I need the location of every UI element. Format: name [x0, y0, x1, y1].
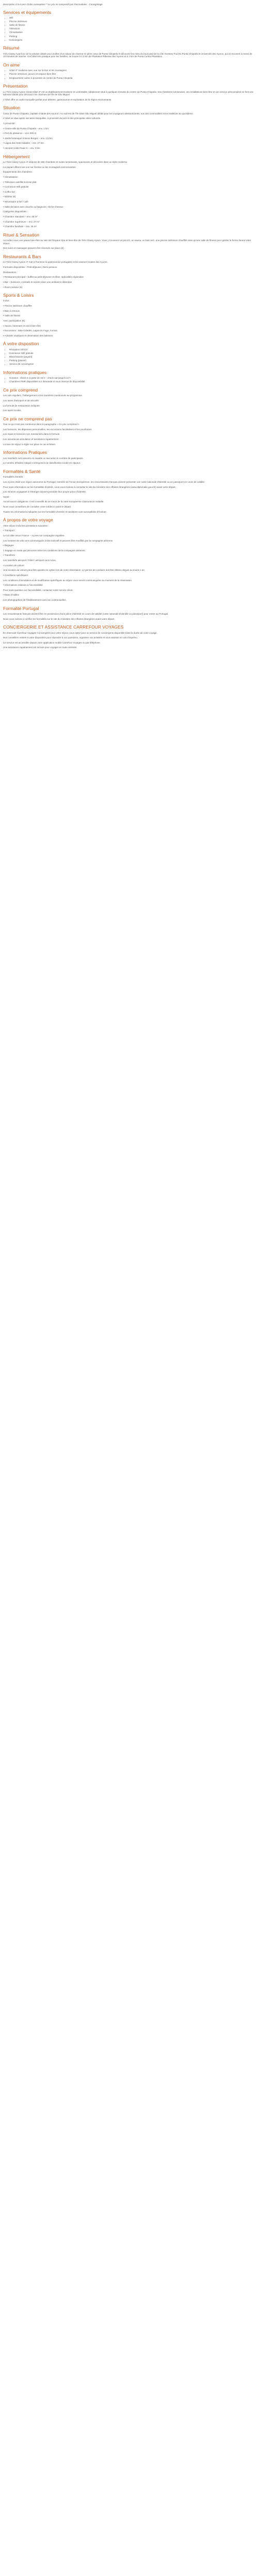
- section-paragraph: Santé :: [3, 495, 11, 498]
- section-paragraph: • Conditions spécifiques: [3, 573, 28, 577]
- section-paragraph: Le Très Classy Ayson 4* met à l'honneur la gastronomie portugaise et les saveurs locales des Açores.: [3, 261, 108, 264]
- section-paragraph: Le vol aller-retour France – Açores sur compagnie régulière.: [3, 534, 65, 537]
- list-item: • Connexion Wifi gratuite: [9, 352, 255, 355]
- section-paragraph: En réservant Carrefour Voyages Conciergerie pour votre séjour, vous optez pour un service de conciergerie disponible toute la durée de votre voyage.: [3, 631, 157, 634]
- section-paragraph: • Restaurant principal – buffet au petit-déjeuner et dîner, spécialités régionales: [3, 276, 84, 279]
- section-paragraph: Les taxes locales.: [3, 409, 22, 412]
- section: [3, 63, 255, 79]
- section-paragraph: Une assistance rapatriement est incluse pour voyager en toute sérénité.: [3, 646, 77, 649]
- section-title: Informations pratiques: [3, 369, 47, 375]
- list-item: • Réception 24h/24: [9, 348, 255, 351]
- section-paragraph: Le Très Classy Ayson 4* dispose de 156 chambres et suites lumineuses, spacieuses et décorées dans un style moderne.: [3, 161, 128, 164]
- section: [3, 293, 255, 337]
- section-paragraph: • Nécessaire à thé / café: [3, 200, 28, 204]
- section-paragraph: • Chambre Standard – env. 25 m²: [3, 215, 38, 218]
- section-paragraph: • Location de voiture: [3, 564, 24, 567]
- section-paragraph: Accordez-vous une pause bien-être au sein de l'Espace Spa et bien-être de Très Classy Ayson. Vous y trouverez un jacuzzi, un sauna, un bain turc, une piscine intérieure chauffée ainsi qu'une salle de fitness pour garder la forme durant votre séjour.: [3, 239, 251, 245]
- section: [3, 84, 255, 101]
- list-item: • Emplacement calme à proximité du centre de Punta Chiqüela: [9, 77, 255, 80]
- section: [3, 469, 255, 513]
- section-paragraph: Les photographies de l'établissement sont non contractuelles.: [3, 599, 67, 601]
- section-paragraph: • Salle de fitness: [3, 314, 21, 317]
- section-paragraph: Les transferts sont assurés en navette ou taxi selon le nombre de participants.: [3, 456, 84, 460]
- section-paragraph: Restauration :: [3, 270, 18, 274]
- section-paragraph: La taxe de séjour à régler sur place le cas échéant.: [3, 443, 56, 446]
- section-paragraph: • Centre-ville de Punta Chiqüela – env. 1 km: [3, 127, 49, 130]
- section-paragraph: Très Classy Ayant au sol la solution idéale pour profiter d'un séjour de charme en plein cœur de Punta Chiqüela et découvrir les rives du bout pied de la côte Ovestes Pod Du Punta Chiqüela et Univercité des Ayuros, qui se trouvent à moins de 10 minutes de marche. Cet hôtel très pratique pour les familles, se trouve à 0,3 km de Plantation Ribeiras des Ayuros et à 1 km de Punta Cortes Plantation.: [3, 52, 252, 58]
- section-title: Rituel & Sensation: [3, 232, 39, 238]
- section: [3, 10, 255, 42]
- section-paragraph: • Climatisation: [3, 175, 18, 178]
- section-list: [3, 377, 255, 383]
- section-title: À votre disposition: [3, 341, 39, 347]
- section-title: Ce prix comprend: [3, 387, 38, 393]
- section-list: [3, 69, 255, 79]
- section-paragraph: Nos conseillers restent à votre disposition pour répondre à vos questions, organiser vos activités et vous assister en cas d'imprévu.: [3, 636, 138, 639]
- section-title: Formalités & Santé: [3, 468, 41, 474]
- list-item: • Piscine intérieure: [9, 20, 255, 23]
- section-paragraph: Catégories disponibles :: [3, 210, 28, 213]
- section-paragraph: Équipements des chambres :: [3, 171, 34, 174]
- section-paragraph: Les assurances annulation et assistance rapatriement.: [3, 438, 59, 441]
- list-item: • Climatisation: [9, 31, 255, 34]
- section-title: Restaurants & Bars: [3, 254, 41, 260]
- section-title: Informations Pratiques: [3, 450, 47, 455]
- section-paragraph: • Chambre familiale – env. 35 m²: [3, 225, 37, 228]
- section-paragraph: Formalités d'entrée :: [3, 476, 24, 479]
- section-paragraph: • Aéroport João Paulo II – env. 3 km: [3, 147, 40, 150]
- section-paragraph: • Port de plaisance – env. 800 m: [3, 132, 37, 135]
- section-paragraph: Votre séjour inclut les prestations suivantes :: [3, 524, 49, 527]
- section-paragraph: La plupart offrent une vue sur l'océan ou les montagnes environnantes.: [3, 165, 76, 168]
- section-paragraph: • Informations relatives à l'accessibilité: [3, 584, 43, 587]
- section-paragraph: • Connexion Wifi gratuite: [3, 185, 29, 189]
- section-paragraph: Pour toute information sur les formalités d'entrée, nous vous invitons à consulter le site du ministère des Affaires étrangères (www.diplomatie.gouv.fr) avant votre départ.: [3, 485, 176, 488]
- section-paragraph: • Bain à remous: [3, 309, 20, 312]
- section-paragraph: Nous vous invitons à vérifier les formalités sur le site du ministère des Affaires étrangères avant votre départ.: [3, 617, 115, 620]
- section-paragraph: • Minibar (€): [3, 195, 16, 198]
- section-paragraph: Tout ce qui n'est pas mentionné dans le paragraphe « Ce prix comprend ».: [3, 423, 80, 426]
- section-title: Formalité Portugal: [3, 605, 39, 611]
- section-paragraph: • Télévision satellite à écran plat: [3, 180, 37, 183]
- section-paragraph: • Coffre-fort: [3, 190, 15, 193]
- section-paragraph: • Piscine intérieure chauffée: [3, 304, 32, 308]
- section: [3, 342, 255, 365]
- section-paragraph: Nous vous conseillons de consulter votre médecin avant le départ.: [3, 505, 72, 509]
- section-paragraph: • Lagoa das Sete Cidades – env. 27 km: [3, 142, 44, 145]
- section-paragraph: Avec participation (€) :: [3, 319, 26, 322]
- section: [3, 255, 255, 289]
- section: [3, 417, 255, 446]
- section: [3, 606, 255, 621]
- section: [3, 450, 255, 465]
- section-paragraph: Toutes les informations indiquées sur les formalités d'entrée et sanitaires sont susceptibles d'évoluer.: [3, 510, 107, 513]
- section-title: Services et équipements: [3, 9, 52, 15]
- section: [3, 388, 255, 412]
- section-paragraph: • Salle de bains avec douche ou baignoire, sèche-cheveux: [3, 205, 63, 208]
- section-title: Sports & Loisirs: [3, 293, 34, 298]
- section: [3, 370, 255, 383]
- section-paragraph: Les horaires de vols sont communiqués à titre indicatif et peuvent être modifiés par la compagnie aérienne.: [3, 539, 114, 542]
- section-paragraph: Les repas et boissons non mentionnés dans la formule.: [3, 433, 60, 436]
- list-item: • Conciergerie: [9, 39, 255, 42]
- section-title: Présentation: [3, 83, 28, 89]
- section-paragraph: L'hôtel offre un cadre tranquille parfait pour détente, gastronomie et exploration de la région environnante.: [3, 98, 112, 101]
- section-paragraph: Les mineurs voyageant à l'étranger doivent posséder leur propre pièce d'identité.: [3, 490, 87, 494]
- section: [3, 625, 255, 649]
- list-item: • Parking (payant): [9, 359, 255, 362]
- section-title: Ce prix ne comprend pas: [3, 416, 52, 421]
- section-paragraph: Inclus :: [3, 299, 11, 302]
- section-title: À propos de votre voyage: [3, 517, 53, 523]
- section-title: CONCIERGERIE ET ASSISTANCE CARREFOUR VOYAGES: [3, 624, 124, 630]
- list-item: • Piscine intérieure, jacuzzi et espace bien-être: [9, 73, 255, 76]
- list-item: • Horaires : check-in à partir de 15 h – check-out jusqu'à 12 h: [9, 377, 255, 380]
- section-paragraph: Le nombre d'étoiles indiqué correspond à la classification locale en vigueur.: [3, 462, 81, 465]
- section-paragraph: • Sauna, hammam et soins bien-être: [3, 324, 41, 327]
- section-title: Hébergement: [3, 154, 30, 159]
- section-paragraph: • Transferts: [3, 554, 15, 557]
- section: [3, 155, 255, 228]
- section-title: On aime: [3, 62, 20, 67]
- section-paragraph: • Activités nautiques et observation des baleines: [3, 334, 53, 337]
- section-paragraph: • Excursions : Sete Cidades, Lagoa do Fogo, Furnas: [3, 329, 57, 332]
- section-paragraph: • Jardin botanique Antonio Borges – env. 1,5 km: [3, 137, 53, 140]
- section-paragraph: Les ressortissants français doivent être en possession d'une pièce d'identité en cours de validité (carte nationale d'identité ou passeport) pour entrer au Portugal.: [3, 612, 169, 615]
- section-paragraph: Les taxes d'aéroport et de sécurité.: [3, 399, 40, 402]
- intro-text: Description à la 6 pers Clubs conseptées * 'Le prix ne comprend pas Parcouilotes - Consignitage: [3, 3, 103, 6]
- section-paragraph: La formule de restauration indiquée.: [3, 404, 41, 407]
- section-paragraph: Le Très Classy Ayson Great Hôtel 4* est un établissement moderne et confortable, idéalement situé à quelques minutes du centre de Punta Chiqüela. Ses chambres lumineuses, ses installations bien-être et son service personnalisé en font une adresse idéale pour découvrir les charmes de l'île de São Miguel.: [3, 90, 253, 96]
- section-paragraph: • Bar – boissons, cocktails et snacks dans une ambiance détendue: [3, 280, 72, 283]
- section-paragraph: L'hôtel se situe après ses aires tranquilles, à proximité du port et des principales sites culturels.: [3, 117, 101, 120]
- list-item: • Blanchisserie (payant): [9, 355, 255, 359]
- section-paragraph: Aucun vaccin obligatoire. Il est conseillé de se munir de la carte européenne d'assurance maladie.: [3, 500, 104, 503]
- section-paragraph: Des soins et massages peuvent être réservés sur place (€).: [3, 247, 64, 250]
- section-list: [3, 16, 255, 41]
- list-item: • Hôtel 4* moderne avec vue sur la mer et les montagnes: [9, 69, 255, 72]
- section: [3, 518, 255, 601]
- section: [3, 106, 255, 149]
- section-list: [3, 348, 255, 366]
- section-paragraph: • Room service (€): [3, 285, 23, 289]
- section-paragraph: • Chambre Supérieure – env. 27 m²: [3, 220, 40, 223]
- section-paragraph: Pour toute question sur l'accessibilité, contactez notre service client.: [3, 588, 73, 591]
- list-item: • Salle de fitness: [9, 24, 255, 27]
- section: [3, 233, 255, 250]
- section-paragraph: Ce service est accessible depuis votre application mobile Carrefour Voyages ou par téléphone.: [3, 641, 101, 644]
- section-paragraph: Les conditions d'annulation et de modification spécifiques au séjour vous seront communiquées au moment de la réservation.: [3, 579, 133, 582]
- section-paragraph: • États et tailles: [3, 594, 19, 597]
- list-item: • Wifi: [9, 16, 255, 20]
- section-paragraph: • Transport: [3, 529, 14, 532]
- list-item: • Télévision: [9, 27, 255, 30]
- section-paragraph: Les vols réguliers, l'hébergement et les transferts mentionnés au programme.: [3, 394, 83, 397]
- list-item: • Chambres PMR disponibles sur demande et sous réserve de disponibilité: [9, 380, 255, 383]
- list-item: • Service de conciergerie: [9, 363, 255, 366]
- section-paragraph: Les transferts aéroport / hôtel / aéroport sont inclus.: [3, 559, 57, 562]
- sections-container: [3, 10, 255, 649]
- section-paragraph: Formules disponibles : Petit-déjeuner, Demi-pension.: [3, 266, 58, 268]
- section-paragraph: • Bagages: [3, 544, 14, 547]
- section-paragraph: Cœur de Punta Chiqüela, capitale chiante des Ayuros ! Au sud-est de l'île Saint São Miguel idéale pour les voyageurs abstractionnés, vos des commodités et les traditions au quotidiens.: [3, 112, 194, 115]
- section-title: Situation: [3, 105, 21, 111]
- section: [3, 46, 255, 58]
- section-paragraph: Les Açores étant une région autonome du Portugal, membre de l'Union Européenne, les ressortissants français doivent présenter une carte nationale d'identité ou un passeport en cours de validité.: [3, 480, 205, 483]
- section-paragraph: 1 bagage en soute par personne selon les conditions de la compagnie aérienne.: [3, 549, 86, 552]
- section-paragraph: Les boissons, les dépenses personnelles, les excursions facultatives et les pourboires.: [3, 428, 92, 431]
- section-title: Résumé: [3, 45, 20, 51]
- list-item: • Parking: [9, 35, 255, 38]
- section-paragraph: Une location de voiture peut être ajoutée en option lors de votre réservation. Le permis de conduire doit être détenu depuis au moins 1 an.: [3, 569, 146, 572]
- section-paragraph: À proximité :: [3, 122, 17, 125]
